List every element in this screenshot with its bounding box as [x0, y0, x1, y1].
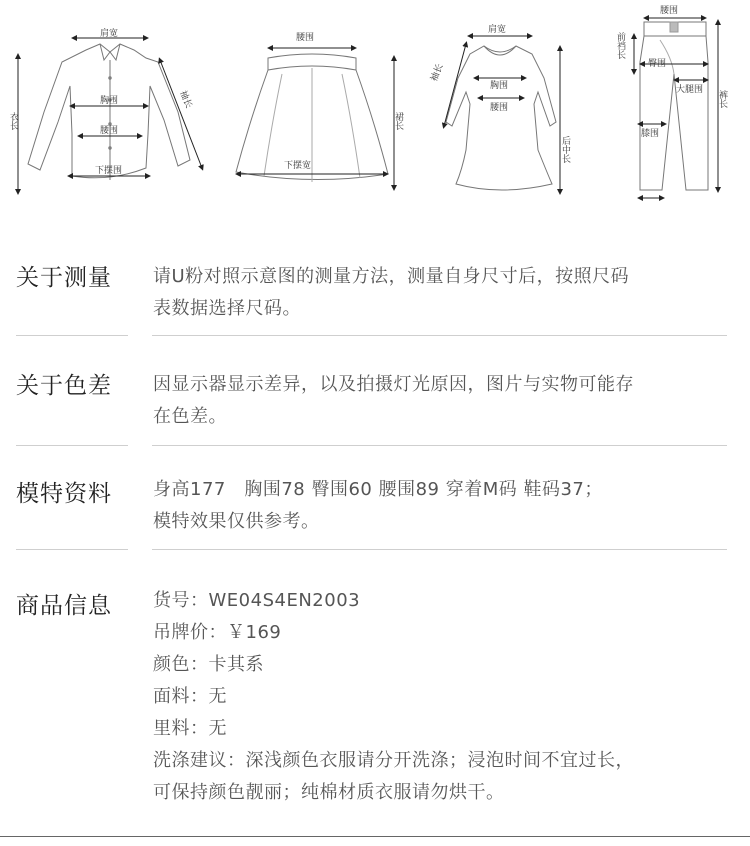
section-divider: [152, 445, 727, 446]
pants-front-rise-label: 前裆长: [615, 32, 625, 59]
bottom-divider: [0, 836, 750, 837]
skirt-waist-label: 腰围: [296, 33, 315, 43]
color-diff-title: 关于色差: [16, 373, 112, 399]
measurement-diagrams: [0, 0, 750, 215]
model-info-text-line: 模特效果仅供参考。: [153, 511, 320, 532]
model-info-text: [153, 474, 733, 538]
title-divider: [16, 445, 128, 446]
shirt-chest-label: 胸围: [100, 96, 119, 106]
measurement-title: 关于测量: [16, 265, 112, 291]
product-fabric: 面料：无: [153, 686, 227, 707]
dress-chest-label: 胸围: [490, 81, 509, 91]
shirt-length-label: 衣长: [8, 112, 18, 130]
shirt-shoulder-label: 肩宽: [100, 29, 119, 39]
pants-knee-label: 膝围: [641, 129, 660, 139]
model-info-title: 模特资料: [16, 481, 112, 507]
product-info-text: [153, 585, 733, 809]
dress-diagram: [446, 46, 556, 190]
section-divider: [152, 335, 727, 336]
title-divider: [16, 549, 128, 550]
color-diff-text-line: 因显示器显示差异，以及拍摄灯光原因，图片与实物可能存: [153, 374, 634, 395]
title-divider: [16, 335, 128, 336]
pants-hip-label: 臀围: [648, 59, 667, 69]
shirt-waist-label: 腰围: [100, 126, 119, 136]
skirt-length-label: 裙长: [393, 112, 403, 130]
product-sku: 货号：WE04S4EN2003: [153, 590, 361, 611]
measurement-text-line: 请U粉对照示意图的测量方法，测量自身尺寸后，按照尺码: [153, 266, 630, 287]
product-color: 颜色：卡其系: [153, 654, 264, 675]
color-diff-text: [153, 369, 733, 433]
shirt-diagram: [28, 44, 190, 180]
measurement-text: [153, 261, 733, 325]
dress-sleeve-label: 袖长: [429, 62, 446, 84]
pants-length-label: 裤长: [717, 90, 727, 108]
pants-arrows: [634, 18, 718, 198]
color-diff-text-line: 在色差。: [153, 406, 227, 427]
product-price: 吊牌价：￥169: [153, 622, 282, 643]
pants-thigh-label: 大腿围: [676, 85, 704, 95]
skirt-arrows: [238, 48, 394, 188]
dress-shoulder-label: 肩宽: [488, 25, 507, 35]
section-divider: [152, 549, 727, 550]
pants-waist-label: 腰围: [660, 6, 679, 16]
product-wash-advice: 可保持颜色靓丽；纯棉材质衣服请勿烘干。: [153, 782, 505, 803]
dress-back-length-label: 后中长: [560, 136, 570, 163]
product-wash-advice: 洗涤建议：深浅颜色衣服请分开洗涤；浸泡时间不宜过长，: [153, 750, 634, 771]
product-lining: 里料：无: [153, 718, 227, 739]
skirt-diagram: [236, 54, 388, 182]
pants-diagram: [640, 22, 708, 190]
product-info-title: 商品信息: [16, 593, 112, 619]
measurement-text-line: 表数据选择尺码。: [153, 298, 301, 319]
dress-waist-label: 腰围: [490, 103, 509, 113]
model-info-text-line: 身高177 胸围78 臀围60 腰围89 穿着M码 鞋码37；: [153, 479, 603, 500]
skirt-hem-label: 下摆宽: [284, 161, 312, 171]
shirt-sleeve-label: 袖长: [177, 89, 194, 110]
shirt-hem-label: 下摆围: [95, 166, 123, 176]
